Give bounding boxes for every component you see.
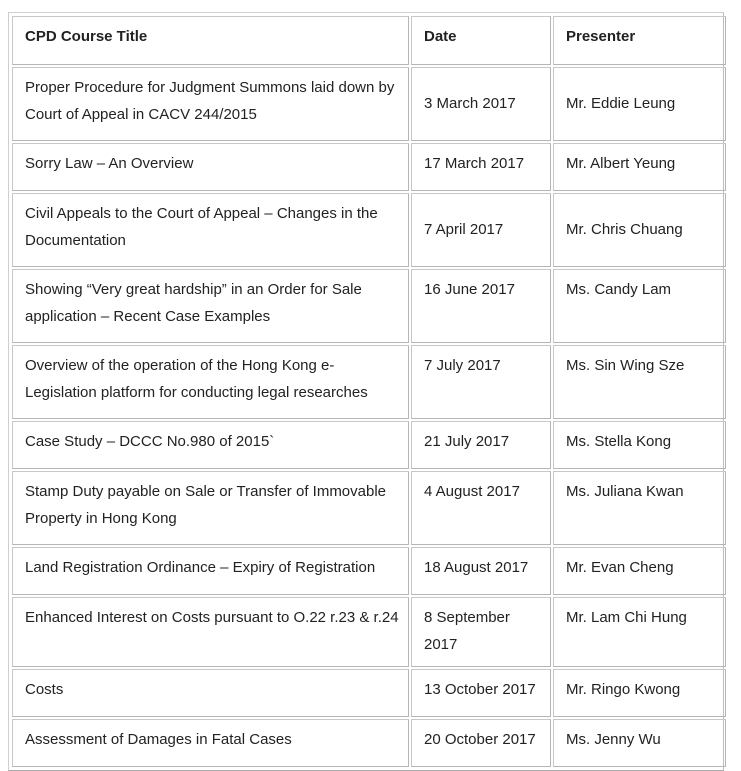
cpd-course-table [10,14,728,769]
table-row [12,269,726,343]
table-row [12,67,726,141]
date-cell: 3 March 2017 [411,67,551,141]
presenter-cell: Ms. Candy Lam [553,269,726,343]
table-row [12,143,726,191]
date-cell: 21 July 2017 [411,421,551,469]
course-title-cell: Stamp Duty payable on Sale or Transfer of Immovable Property in Hong Kong [12,471,409,545]
presenter-cell: Mr. Albert Yeung [553,143,726,191]
cpd-course-table-frame [8,12,724,771]
date-cell: 8 September 2017 [411,597,551,667]
date-cell: 20 October 2017 [411,719,551,767]
course-title-cell: Costs [12,669,409,717]
presenter-cell: Mr. Ringo Kwong [553,669,726,717]
presenter-cell: Ms. Jenny Wu [553,719,726,767]
course-title-cell: Overview of the operation of the Hong Kong e-Legislation platform for conducting legal researches [12,345,409,419]
date-cell: 18 August 2017 [411,547,551,595]
date-cell: 7 July 2017 [411,345,551,419]
course-title-cell: Showing “Very great hardship” in an Order for Sale application – Recent Case Examples [12,269,409,343]
presenter-cell: Mr. Chris Chuang [553,193,726,267]
course-title-cell: Enhanced Interest on Costs pursuant to O.22 r.23 & r.24 [12,597,409,667]
date-cell: 7 April 2017 [411,193,551,267]
course-title-cell: Civil Appeals to the Court of Appeal – Changes in the Documentation [12,193,409,267]
course-title-cell: Assessment of Damages in Fatal Cases [12,719,409,767]
course-title-cell: Land Registration Ordinance – Expiry of Registration [12,547,409,595]
table-header-row [12,16,726,65]
presenter-cell: Ms. Juliana Kwan [553,471,726,545]
table-row [12,597,726,667]
presenter-cell: Mr. Lam Chi Hung [553,597,726,667]
presenter-cell: Ms. Sin Wing Sze [553,345,726,419]
course-title-cell: Proper Procedure for Judgment Summons laid down by Court of Appeal in CACV 244/2015 [12,67,409,141]
table-row [12,719,726,767]
date-cell: 17 March 2017 [411,143,551,191]
table-row [12,193,726,267]
presenter-cell: Mr. Eddie Leung [553,67,726,141]
table-row [12,345,726,419]
course-title-cell: Case Study – DCCC No.980 of 2015` [12,421,409,469]
header-date: Date [411,16,551,65]
table-row [12,471,726,545]
presenter-cell: Ms. Stella Kong [553,421,726,469]
date-cell: 13 October 2017 [411,669,551,717]
header-presenter: Presenter [553,16,726,65]
date-cell: 16 June 2017 [411,269,551,343]
table-row [12,547,726,595]
course-title-cell: Sorry Law – An Overview [12,143,409,191]
table-row [12,421,726,469]
table-row [12,669,726,717]
presenter-cell: Mr. Evan Cheng [553,547,726,595]
date-cell: 4 August 2017 [411,471,551,545]
header-course-title: CPD Course Title [12,16,409,65]
